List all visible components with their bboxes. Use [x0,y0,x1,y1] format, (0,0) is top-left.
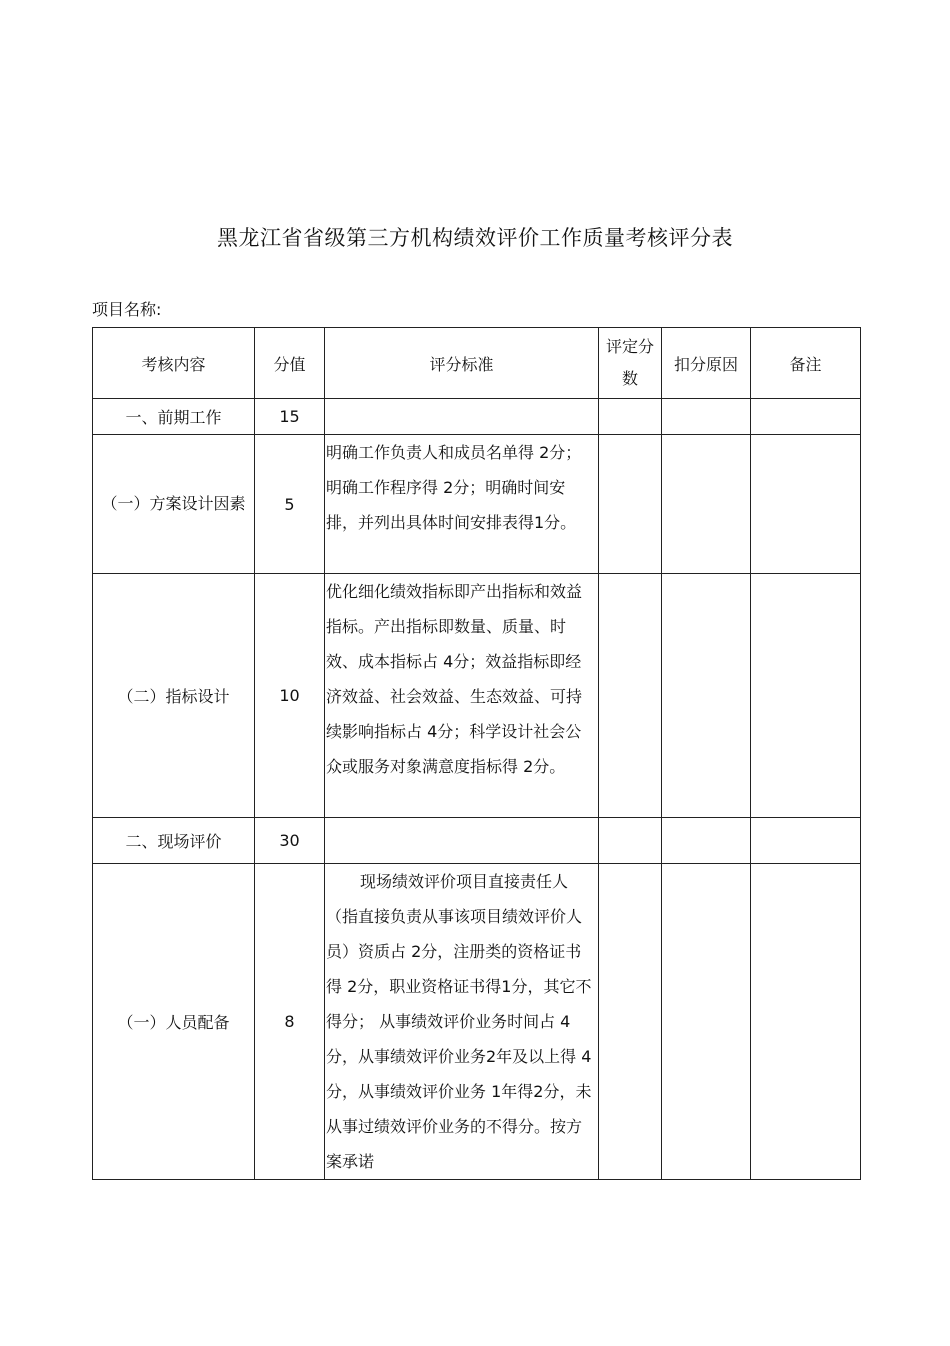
row-standard [325,399,599,435]
header-score: 分值 [255,328,325,399]
table-row [93,574,861,818]
row-score: 5 [255,435,325,574]
row-rated-score[interactable] [599,864,662,1180]
row-rated-score[interactable] [599,399,662,435]
row-remarks[interactable] [751,864,861,1180]
row-deduction-reason[interactable] [662,435,751,574]
row-standard [325,818,599,864]
row-remarks[interactable] [751,574,861,818]
row-score: 15 [255,399,325,435]
row-content: （二）指标设计 [93,574,255,818]
row-score: 8 [255,864,325,1180]
header-remarks: 备注 [751,328,861,399]
row-content: 二、现场评价 [93,818,255,864]
row-deduction-reason[interactable] [662,864,751,1180]
row-deduction-reason[interactable] [662,399,751,435]
row-content: （一）方案设计因素 [93,435,255,574]
row-rated-score[interactable] [599,435,662,574]
row-score: 10 [255,574,325,818]
row-content: （一）人员配备 [93,864,255,1180]
table-row [93,435,861,574]
table-row [93,818,861,864]
header-deduction-reason: 扣分原因 [662,328,751,399]
row-deduction-reason[interactable] [662,818,751,864]
document-title: 黑龙江省省级第三方机构绩效评价工作质量考核评分表 [217,226,733,250]
row-standard: 优化细化绩效指标即产出指标和效益指标。产出指标即数量、质量、时效、成本指标占 4分；效益指标即经济效益、社会效益、生态效益、可持续影响指标占 4分；科学设计社会公众或服务对象满意度指标得 2分。 [325,574,599,818]
row-rated-score[interactable] [599,574,662,818]
row-standard: 明确工作负责人和成员名单得 2分；明确工作程序得 2分；明确时间安排，并列出具体时间安排表得1分。 [325,435,599,574]
row-remarks[interactable] [751,399,861,435]
project-name-label: 项目名称: [92,300,162,319]
row-deduction-reason[interactable] [662,574,751,818]
score-table [92,327,861,1180]
header-content: 考核内容 [93,328,255,399]
row-content: 一、前期工作 [93,399,255,435]
header-rated-score-text: 评定分数 [605,337,654,388]
row-score: 30 [255,818,325,864]
header-standard: 评分标准 [325,328,599,399]
row-rated-score[interactable] [599,818,662,864]
header-rated-score [599,328,662,399]
row-remarks[interactable] [751,435,861,574]
table-row [93,399,861,435]
row-remarks[interactable] [751,818,861,864]
row-standard: 现场绩效评价项目直接责任人（指直接负责从事该项目绩效评价人员）资质占 2分，注册类的资格证书得 2分，职业资格证书得1分，其它不得分； 从事绩效评价业务时间占 4分，从事绩效评价业务2年及以上得 4分，从事绩效评价业务 1年得2分，未从事过绩效评价业务的不得分。按方案承诺 [325,864,599,1180]
table-header-row [93,328,861,399]
table-row [93,864,861,1180]
